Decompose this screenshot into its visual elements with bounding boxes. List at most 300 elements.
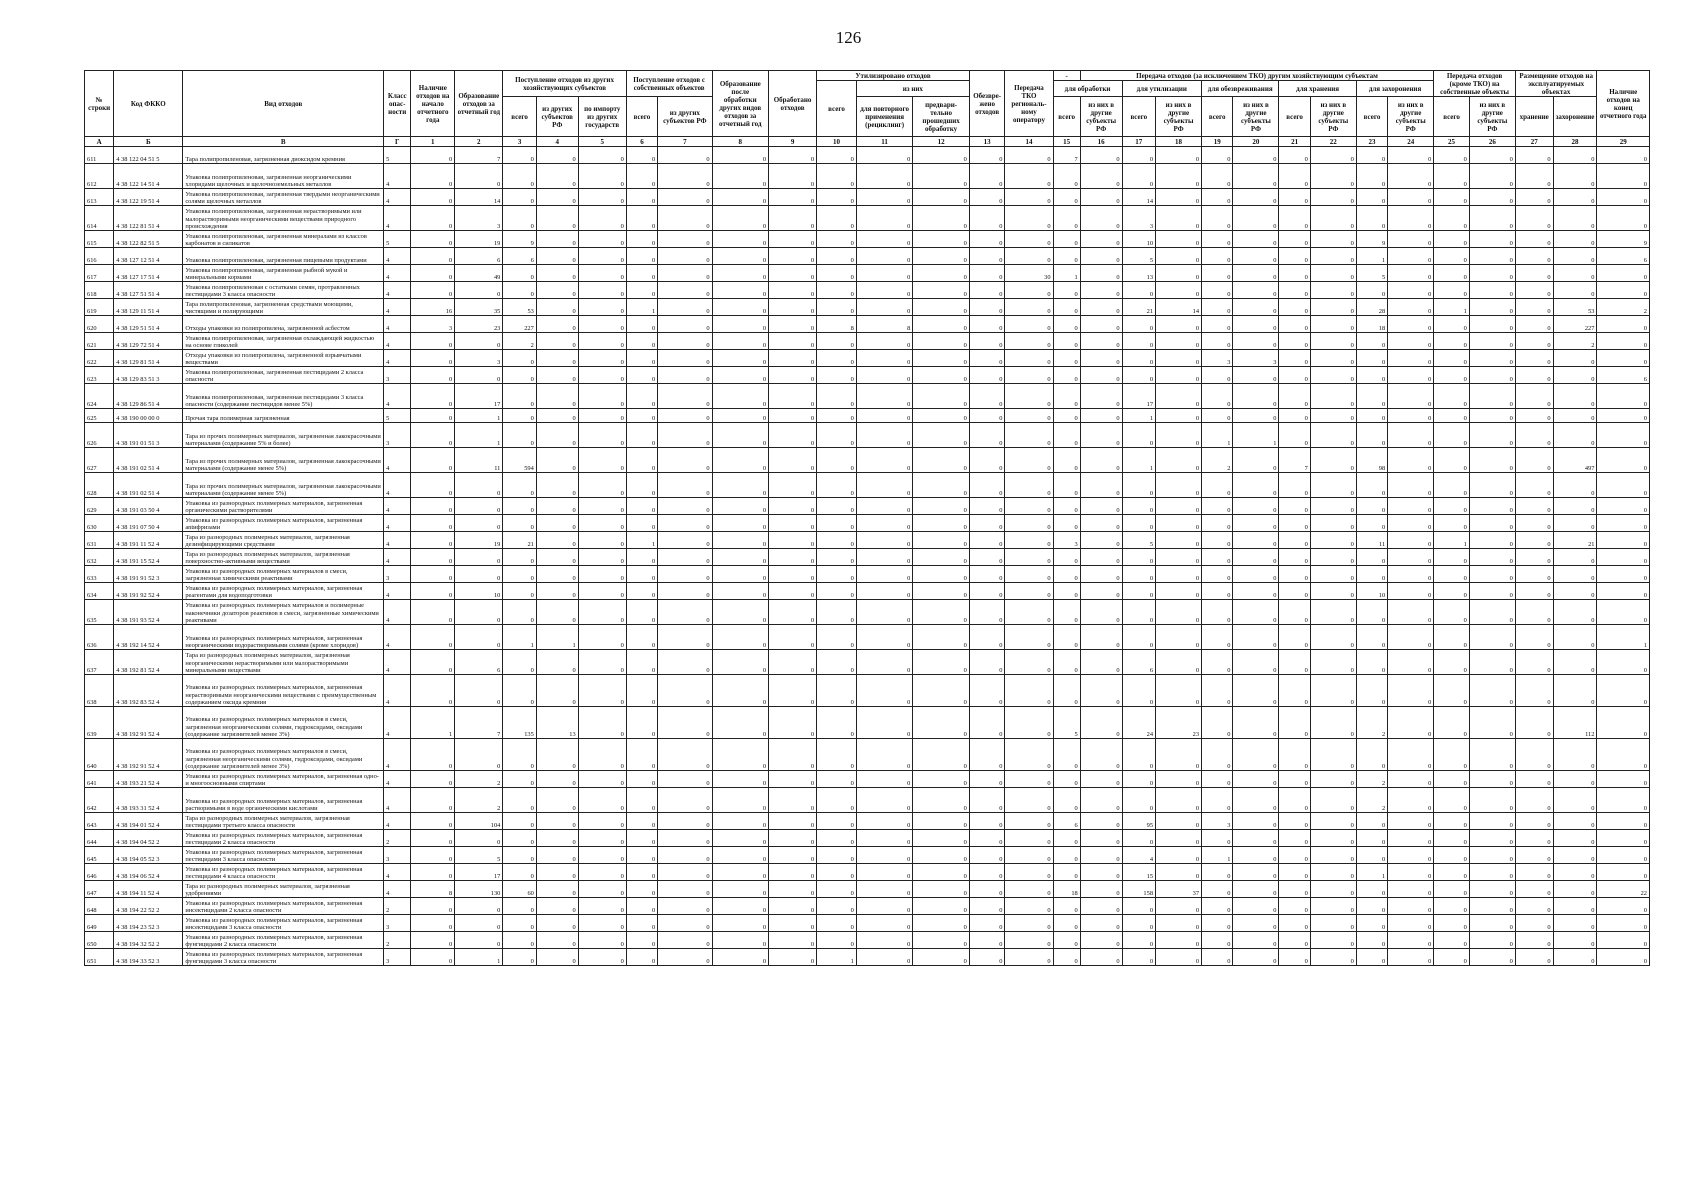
value-cell: 0 bbox=[536, 949, 578, 966]
value-cell: 0 bbox=[1233, 739, 1279, 771]
value-cell: 0 bbox=[1388, 189, 1434, 206]
value-cell: 0 bbox=[969, 566, 1005, 583]
value-cell: 0 bbox=[626, 515, 657, 532]
value-cell: 0 bbox=[913, 898, 970, 915]
value-cell: 0 bbox=[1469, 189, 1515, 206]
value-cell: 0 bbox=[817, 384, 857, 409]
value-cell: 0 bbox=[1080, 265, 1122, 282]
value-cell: 0 bbox=[856, 566, 912, 583]
value-cell: 95 bbox=[1122, 813, 1155, 830]
table-row bbox=[85, 707, 1650, 739]
value-cell: 0 bbox=[913, 739, 970, 771]
table-row bbox=[85, 299, 1650, 316]
value-cell: 0 bbox=[969, 248, 1005, 265]
value-cell: 0 bbox=[1080, 583, 1122, 600]
value-cell: 0 bbox=[1469, 583, 1515, 600]
value-cell: 0 bbox=[411, 265, 455, 282]
fkko-code: 4 38 129 72 51 4 bbox=[114, 333, 183, 350]
fkko-code: 4 38 122 82 51 5 bbox=[114, 231, 183, 248]
value-cell: 0 bbox=[1434, 333, 1470, 350]
value-cell: 0 bbox=[1515, 333, 1553, 350]
table-row bbox=[85, 949, 1650, 966]
value-cell: 0 bbox=[1434, 206, 1470, 231]
fkko-code: 4 38 191 93 52 4 bbox=[114, 600, 183, 625]
value-cell: 0 bbox=[1553, 350, 1597, 367]
value-cell: 0 bbox=[1553, 864, 1597, 881]
value-cell: 0 bbox=[712, 498, 768, 515]
fkko-code: 4 38 191 91 52 3 bbox=[114, 566, 183, 583]
value-cell: 0 bbox=[913, 498, 970, 515]
value-cell: 0 bbox=[1279, 248, 1310, 265]
value-cell: 0 bbox=[1434, 473, 1470, 498]
value-cell: 1 bbox=[1233, 423, 1279, 448]
value-cell: 0 bbox=[712, 771, 768, 788]
column-letter: 10 bbox=[817, 137, 857, 147]
value-cell: 0 bbox=[1515, 566, 1553, 583]
value-cell: 53 bbox=[1553, 299, 1597, 316]
value-cell: 0 bbox=[769, 915, 817, 932]
value-cell: 0 bbox=[578, 566, 626, 583]
value-cell: 0 bbox=[658, 566, 712, 583]
value-cell: 0 bbox=[913, 299, 970, 316]
value-cell: 0 bbox=[969, 739, 1005, 771]
value-cell: 0 bbox=[1553, 830, 1597, 847]
fkko-code: 4 38 194 04 52 2 bbox=[114, 830, 183, 847]
value-cell: 9 bbox=[503, 231, 536, 248]
value-cell: 0 bbox=[769, 515, 817, 532]
table-row bbox=[85, 915, 1650, 932]
value-cell: 0 bbox=[1515, 350, 1553, 367]
value-cell: 0 bbox=[578, 864, 626, 881]
value-cell: 0 bbox=[1053, 830, 1080, 847]
value-cell: 0 bbox=[1356, 147, 1387, 164]
value-cell: 0 bbox=[626, 949, 657, 966]
value-cell: 0 bbox=[1233, 384, 1279, 409]
value-cell: 0 bbox=[817, 707, 857, 739]
table-row bbox=[85, 675, 1650, 707]
fkko-code: 4 38 194 33 52 3 bbox=[114, 949, 183, 966]
value-cell: 0 bbox=[1279, 707, 1310, 739]
value-cell: 0 bbox=[1356, 423, 1387, 448]
value-cell: 0 bbox=[1005, 498, 1053, 515]
value-cell: 0 bbox=[856, 932, 912, 949]
value-cell: 1 bbox=[817, 949, 857, 966]
value-cell: 0 bbox=[856, 532, 912, 549]
value-cell: 0 bbox=[1005, 932, 1053, 949]
fkko-code: 4 38 127 17 51 4 bbox=[114, 265, 183, 282]
value-cell: 0 bbox=[1156, 350, 1202, 367]
value-cell: 0 bbox=[856, 549, 912, 566]
value-cell: 0 bbox=[1233, 864, 1279, 881]
value-cell: 0 bbox=[1122, 771, 1155, 788]
column-letter: 20 bbox=[1233, 137, 1279, 147]
value-cell: 0 bbox=[817, 881, 857, 898]
value-cell: 0 bbox=[1122, 423, 1155, 448]
value-cell: 0 bbox=[503, 830, 536, 847]
value-cell: 0 bbox=[969, 650, 1005, 675]
value-cell: 0 bbox=[658, 206, 712, 231]
value-cell: 0 bbox=[1233, 248, 1279, 265]
value-cell: 0 bbox=[969, 847, 1005, 864]
waste-name: Упаковка из разнородных полимерных материалов и полимерные наконечники дозаторов реактивов в смеси, загрязненные химическими реактивами bbox=[183, 600, 384, 625]
value-cell: 0 bbox=[658, 625, 712, 650]
value-cell: 0 bbox=[1310, 164, 1356, 189]
value-cell: 0 bbox=[1597, 949, 1650, 966]
value-cell: 0 bbox=[1053, 282, 1080, 299]
value-cell: 0 bbox=[1553, 771, 1597, 788]
value-cell: 1 bbox=[1122, 448, 1155, 473]
row-number: 633 bbox=[85, 566, 114, 583]
value-cell: 6 bbox=[503, 248, 536, 265]
value-cell: 0 bbox=[1279, 830, 1310, 847]
value-cell: 0 bbox=[1122, 788, 1155, 813]
value-cell: 0 bbox=[856, 265, 912, 282]
value-cell: 0 bbox=[969, 498, 1005, 515]
hazard-class: 4 bbox=[384, 600, 411, 625]
waste-name: Упаковка полипропиленовая, загрязненная нерастворимыми или малорастворимыми неорганическими веществами природного происхождения bbox=[183, 206, 384, 231]
value-cell: 0 bbox=[1469, 147, 1515, 164]
value-cell: 0 bbox=[1080, 707, 1122, 739]
value-cell: 7 bbox=[455, 147, 503, 164]
header-dash: - bbox=[1053, 71, 1080, 81]
value-cell: 17 bbox=[455, 384, 503, 409]
header-for-storage: для хранения bbox=[1279, 81, 1356, 97]
value-cell: 0 bbox=[817, 299, 857, 316]
value-cell: 0 bbox=[856, 248, 912, 265]
value-cell: 0 bbox=[1515, 898, 1553, 915]
value-cell: 0 bbox=[1053, 600, 1080, 625]
value-cell: 0 bbox=[1279, 164, 1310, 189]
value-cell: 0 bbox=[536, 350, 578, 367]
value-cell: 9 bbox=[1356, 231, 1387, 248]
value-cell: 0 bbox=[1005, 771, 1053, 788]
value-cell: 0 bbox=[1553, 282, 1597, 299]
value-cell: 0 bbox=[578, 650, 626, 675]
value-cell: 0 bbox=[1310, 898, 1356, 915]
waste-name: Упаковка полипропиленовая, загрязненная неорганическими хлоридами щелочных и щелочноземельных металлов bbox=[183, 164, 384, 189]
value-cell: 0 bbox=[1053, 739, 1080, 771]
value-cell: 0 bbox=[1553, 625, 1597, 650]
value-cell: 0 bbox=[626, 707, 657, 739]
value-cell: 0 bbox=[1279, 881, 1310, 898]
value-cell: 0 bbox=[1515, 231, 1553, 248]
waste-name: Тара из разнородных полимерных материалов, загрязненная пестицидами третьего класса опасности bbox=[183, 813, 384, 830]
value-cell: 0 bbox=[1388, 299, 1434, 316]
waste-name: Упаковка полипропиленовая, загрязненная твердыми неорганическими солями щелочных металлов bbox=[183, 189, 384, 206]
value-cell: 0 bbox=[969, 350, 1005, 367]
row-number: 644 bbox=[85, 830, 114, 847]
value-cell: 0 bbox=[1279, 498, 1310, 515]
value-cell: 0 bbox=[1080, 532, 1122, 549]
value-cell: 0 bbox=[1122, 282, 1155, 299]
value-cell: 0 bbox=[626, 583, 657, 600]
value-cell: 0 bbox=[969, 932, 1005, 949]
value-cell: 0 bbox=[536, 583, 578, 600]
value-cell: 0 bbox=[856, 282, 912, 299]
value-cell: 0 bbox=[913, 771, 970, 788]
value-cell: 0 bbox=[503, 771, 536, 788]
value-cell: 594 bbox=[503, 448, 536, 473]
value-cell: 14 bbox=[1156, 299, 1202, 316]
value-cell: 0 bbox=[578, 707, 626, 739]
value-cell: 0 bbox=[1005, 600, 1053, 625]
value-cell: 0 bbox=[1202, 788, 1233, 813]
value-cell: 0 bbox=[1156, 813, 1202, 830]
value-cell: 0 bbox=[913, 367, 970, 384]
value-cell: 0 bbox=[455, 898, 503, 915]
value-cell: 0 bbox=[578, 532, 626, 549]
value-cell: 0 bbox=[1388, 206, 1434, 231]
value-cell: 0 bbox=[536, 147, 578, 164]
value-cell: 0 bbox=[1434, 384, 1470, 409]
value-cell: 0 bbox=[856, 423, 912, 448]
value-cell: 0 bbox=[817, 600, 857, 625]
value-cell: 0 bbox=[536, 164, 578, 189]
value-cell: 0 bbox=[1156, 625, 1202, 650]
value-cell: 0 bbox=[1202, 898, 1233, 915]
value-cell: 0 bbox=[856, 739, 912, 771]
hazard-class: 5 bbox=[384, 409, 411, 423]
header-placement: Размещение отходов на эксплуатируемых объектах bbox=[1515, 71, 1597, 97]
value-cell: 0 bbox=[1080, 915, 1122, 932]
value-cell: 0 bbox=[1515, 707, 1553, 739]
value-cell: 0 bbox=[1202, 333, 1233, 350]
column-letter: 15 bbox=[1053, 137, 1080, 147]
table-row bbox=[85, 739, 1650, 771]
table-row bbox=[85, 788, 1650, 813]
value-cell: 0 bbox=[626, 898, 657, 915]
waste-name: Тара из разнородных полимерных материалов, загрязненная дезинфицирующими средствами bbox=[183, 532, 384, 549]
value-cell: 0 bbox=[769, 549, 817, 566]
value-cell: 0 bbox=[658, 299, 712, 316]
value-cell: 0 bbox=[1202, 650, 1233, 675]
value-cell: 0 bbox=[712, 625, 768, 650]
value-cell: 0 bbox=[1388, 707, 1434, 739]
value-cell: 0 bbox=[1279, 231, 1310, 248]
value-cell: 0 bbox=[658, 847, 712, 864]
value-cell: 0 bbox=[1515, 949, 1553, 966]
column-letter: Г bbox=[384, 137, 411, 147]
value-cell: 8 bbox=[411, 881, 455, 898]
value-cell: 0 bbox=[1310, 299, 1356, 316]
value-cell: 0 bbox=[536, 498, 578, 515]
hazard-class: 5 bbox=[384, 147, 411, 164]
value-cell: 0 bbox=[455, 625, 503, 650]
value-cell: 3 bbox=[455, 206, 503, 231]
fkko-code: 4 38 129 83 51 3 bbox=[114, 367, 183, 384]
header-storage-total: всего bbox=[1279, 97, 1310, 137]
value-cell: 0 bbox=[1553, 164, 1597, 189]
value-cell: 0 bbox=[712, 248, 768, 265]
value-cell: 0 bbox=[1233, 881, 1279, 898]
value-cell: 0 bbox=[1005, 423, 1053, 448]
value-cell: 0 bbox=[1469, 932, 1515, 949]
value-cell: 0 bbox=[1156, 532, 1202, 549]
value-cell: 1 bbox=[411, 707, 455, 739]
value-cell: 0 bbox=[1005, 830, 1053, 847]
hazard-class: 3 bbox=[384, 949, 411, 966]
row-number: 626 bbox=[85, 423, 114, 448]
value-cell: 0 bbox=[536, 813, 578, 830]
value-cell: 0 bbox=[658, 498, 712, 515]
value-cell: 0 bbox=[1310, 915, 1356, 932]
table-row bbox=[85, 248, 1650, 265]
value-cell: 0 bbox=[769, 333, 817, 350]
value-cell: 0 bbox=[1233, 409, 1279, 423]
value-cell: 0 bbox=[1279, 384, 1310, 409]
value-cell: 1 bbox=[1202, 423, 1233, 448]
value-cell: 0 bbox=[1597, 350, 1650, 367]
value-cell: 0 bbox=[1233, 566, 1279, 583]
fkko-code: 4 38 191 11 52 4 bbox=[114, 532, 183, 549]
value-cell: 0 bbox=[626, 549, 657, 566]
value-cell: 0 bbox=[411, 384, 455, 409]
value-cell: 0 bbox=[626, 206, 657, 231]
row-number: 647 bbox=[85, 881, 114, 898]
value-cell: 0 bbox=[1553, 248, 1597, 265]
value-cell: 0 bbox=[1597, 265, 1650, 282]
waste-name: Упаковка из разнородных полимерных материалов, загрязненная нерастворимыми неорганическими веществами с преимущественным содержанием оксида кремния bbox=[183, 675, 384, 707]
value-cell: 0 bbox=[969, 333, 1005, 350]
value-cell: 0 bbox=[1233, 600, 1279, 625]
value-cell: 0 bbox=[712, 949, 768, 966]
value-cell: 0 bbox=[411, 473, 455, 498]
hazard-class: 4 bbox=[384, 448, 411, 473]
value-cell: 0 bbox=[1202, 473, 1233, 498]
fkko-code: 4 38 192 91 52 4 bbox=[114, 739, 183, 771]
value-cell: 0 bbox=[1202, 915, 1233, 932]
value-cell: 0 bbox=[658, 813, 712, 830]
column-letter: 5 bbox=[578, 137, 626, 147]
value-cell: 0 bbox=[578, 265, 626, 282]
value-cell: 0 bbox=[536, 206, 578, 231]
value-cell: 0 bbox=[1053, 164, 1080, 189]
value-cell: 0 bbox=[817, 147, 857, 164]
value-cell: 0 bbox=[1202, 707, 1233, 739]
value-cell: 0 bbox=[913, 788, 970, 813]
value-cell: 0 bbox=[578, 367, 626, 384]
value-cell: 0 bbox=[1553, 739, 1597, 771]
value-cell: 0 bbox=[1310, 409, 1356, 423]
value-cell: 0 bbox=[1515, 423, 1553, 448]
value-cell: 0 bbox=[1310, 423, 1356, 448]
value-cell: 14 bbox=[455, 189, 503, 206]
value-cell: 0 bbox=[1469, 707, 1515, 739]
value-cell: 0 bbox=[913, 206, 970, 231]
value-cell: 0 bbox=[1597, 739, 1650, 771]
header-utilization-rf: из них в другие субъекты РФ bbox=[1156, 97, 1202, 137]
value-cell: 0 bbox=[658, 384, 712, 409]
value-cell: 0 bbox=[1156, 915, 1202, 932]
value-cell: 0 bbox=[503, 515, 536, 532]
value-cell: 0 bbox=[913, 147, 970, 164]
value-cell: 0 bbox=[536, 248, 578, 265]
value-cell: 0 bbox=[817, 739, 857, 771]
table-row bbox=[85, 189, 1650, 206]
row-number: 618 bbox=[85, 282, 114, 299]
value-cell: 0 bbox=[1553, 549, 1597, 566]
value-cell: 0 bbox=[626, 367, 657, 384]
value-cell: 0 bbox=[1469, 248, 1515, 265]
waste-name: Тара из прочих полимерных материалов, загрязненная лакокрасочными материалами (содержание 5% и более) bbox=[183, 423, 384, 448]
value-cell: 0 bbox=[1202, 625, 1233, 650]
value-cell: 0 bbox=[1515, 367, 1553, 384]
value-cell: 0 bbox=[1156, 566, 1202, 583]
value-cell: 0 bbox=[1233, 448, 1279, 473]
value-cell: 0 bbox=[578, 164, 626, 189]
value-cell: 0 bbox=[1553, 932, 1597, 949]
value-cell: 0 bbox=[1356, 625, 1387, 650]
value-cell: 0 bbox=[1202, 282, 1233, 299]
value-cell: 0 bbox=[1597, 915, 1650, 932]
value-cell: 0 bbox=[503, 813, 536, 830]
value-cell: 0 bbox=[1553, 583, 1597, 600]
value-cell: 0 bbox=[1080, 847, 1122, 864]
value-cell: 1 bbox=[1597, 625, 1650, 650]
value-cell: 0 bbox=[658, 231, 712, 248]
value-cell: 0 bbox=[1053, 423, 1080, 448]
value-cell: 0 bbox=[578, 498, 626, 515]
value-cell: 0 bbox=[1053, 847, 1080, 864]
value-cell: 0 bbox=[856, 147, 912, 164]
value-cell: 0 bbox=[536, 316, 578, 333]
column-letter: 18 bbox=[1156, 137, 1202, 147]
row-number: 636 bbox=[85, 625, 114, 650]
value-cell: 0 bbox=[1469, 771, 1515, 788]
column-letter: 25 bbox=[1434, 137, 1470, 147]
value-cell: 0 bbox=[1202, 498, 1233, 515]
value-cell: 0 bbox=[1356, 384, 1387, 409]
hazard-class: 3 bbox=[384, 847, 411, 864]
value-cell: 0 bbox=[1053, 333, 1080, 350]
value-cell: 11 bbox=[1356, 532, 1387, 549]
value-cell: 0 bbox=[1434, 583, 1470, 600]
column-letter: 26 bbox=[1469, 137, 1515, 147]
value-cell: 0 bbox=[1080, 625, 1122, 650]
value-cell: 0 bbox=[1080, 788, 1122, 813]
value-cell: 0 bbox=[769, 739, 817, 771]
value-cell: 5 bbox=[1122, 532, 1155, 549]
value-cell: 0 bbox=[1122, 473, 1155, 498]
value-cell: 0 bbox=[712, 675, 768, 707]
row-number: 645 bbox=[85, 847, 114, 864]
hazard-class: 4 bbox=[384, 864, 411, 881]
value-cell: 0 bbox=[626, 409, 657, 423]
value-cell: 0 bbox=[1005, 384, 1053, 409]
value-cell: 0 bbox=[969, 473, 1005, 498]
value-cell: 3 bbox=[455, 350, 503, 367]
value-cell: 0 bbox=[969, 409, 1005, 423]
table-header bbox=[85, 71, 1650, 147]
value-cell: 0 bbox=[969, 367, 1005, 384]
value-cell: 0 bbox=[578, 282, 626, 299]
column-letter: В bbox=[183, 137, 384, 147]
value-cell: 0 bbox=[1156, 788, 1202, 813]
value-cell: 0 bbox=[769, 350, 817, 367]
value-cell: 0 bbox=[1469, 881, 1515, 898]
value-cell: 0 bbox=[1233, 771, 1279, 788]
column-letter: 13 bbox=[969, 137, 1005, 147]
value-cell: 0 bbox=[1553, 515, 1597, 532]
value-cell: 0 bbox=[817, 473, 857, 498]
value-cell: 0 bbox=[1469, 600, 1515, 625]
hazard-class: 4 bbox=[384, 299, 411, 316]
value-cell: 0 bbox=[1434, 566, 1470, 583]
value-cell: 0 bbox=[626, 650, 657, 675]
value-cell: 0 bbox=[769, 473, 817, 498]
value-cell: 0 bbox=[626, 316, 657, 333]
value-cell: 13 bbox=[536, 707, 578, 739]
